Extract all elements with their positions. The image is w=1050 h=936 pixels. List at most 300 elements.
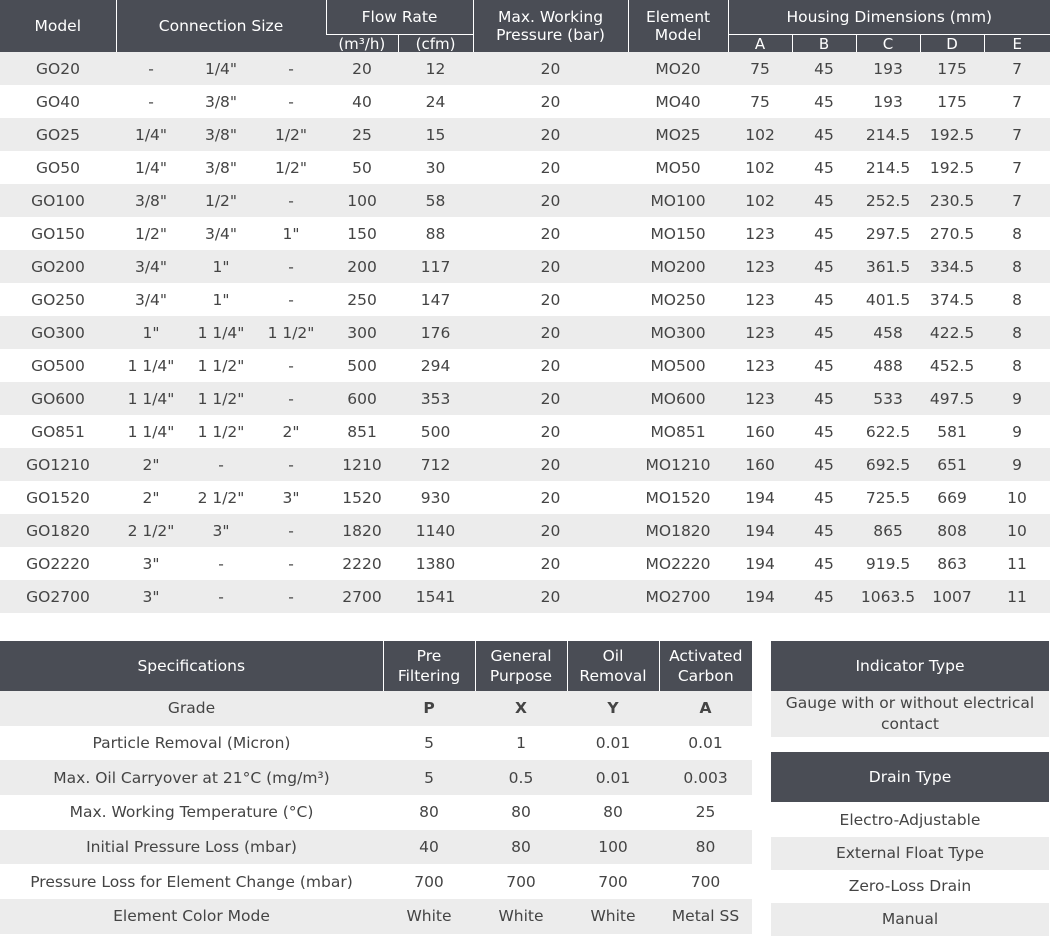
- cell-dim-c: 401.5: [865, 290, 911, 309]
- cell-element-model: MO50: [655, 158, 701, 177]
- cell-conn-3: 1/2": [274, 158, 308, 177]
- cell-dim-d: 192.5: [920, 118, 984, 151]
- cell-model: GO1520: [26, 488, 90, 507]
- cell-pressure: 20: [540, 488, 561, 507]
- cell-activated-carbon: 25: [695, 803, 716, 822]
- cell-element-model: MO20: [628, 52, 728, 85]
- cell-conn-2: 1 1/4": [186, 316, 256, 349]
- cell-general-purpose: 80: [511, 803, 531, 822]
- table-row: [0, 52, 1050, 85]
- table-row: [0, 217, 1050, 250]
- cell-flow-m3h: 250: [347, 290, 377, 309]
- cell-pressure: 20: [540, 158, 561, 177]
- drain-type-title: Drain Type: [771, 752, 1049, 802]
- cell-pressure: 20: [473, 250, 628, 283]
- cell-dim-d: 422.5: [920, 316, 984, 349]
- cell-conn-2: 1": [212, 290, 230, 309]
- cell-dim-a: 102: [728, 184, 792, 217]
- cell-flow-cfm: 930: [420, 488, 451, 507]
- cell-conn-1: 1/2": [134, 224, 168, 243]
- cell-spec-label: Max. Oil Carryover at 21°C (mg/m³): [0, 760, 383, 795]
- cell-dim-b: 45: [814, 290, 834, 309]
- cell-flow-cfm: 147: [420, 290, 451, 309]
- cell-dim-e: 10: [1007, 488, 1027, 507]
- cell-conn-1: 2": [142, 488, 160, 507]
- cell-conn-3: -: [256, 448, 326, 481]
- cell-dim-e: 8: [1012, 356, 1022, 375]
- cell-dim-e: 7: [984, 184, 1050, 217]
- table-row: [0, 580, 1050, 613]
- cell-activated-carbon: 0.003: [659, 760, 752, 795]
- cell-dim-c: 488: [873, 356, 903, 375]
- header-flow-unit-m3h: (m³/h): [326, 35, 398, 53]
- cell-element-model: MO600: [628, 382, 728, 415]
- cell-conn-2: 1": [186, 250, 256, 283]
- cell-flow-cfm: 12: [398, 52, 473, 85]
- cell-dim-a: 123: [745, 224, 775, 243]
- cell-dim-d: 808: [920, 514, 984, 547]
- cell-dim-e: 8: [984, 250, 1050, 283]
- cell-flow-cfm: 30: [425, 158, 446, 177]
- cell-pressure: 20: [540, 356, 561, 375]
- cell-dim-d: 452.5: [929, 356, 975, 375]
- cell-conn-1: 1 1/4": [116, 382, 186, 415]
- cell-pressure: 20: [473, 118, 628, 151]
- spec-header-general-purpose: General Purpose: [475, 641, 567, 691]
- cell-flow-cfm: 58: [398, 184, 473, 217]
- cell-model: GO2700: [0, 580, 116, 613]
- header-model: Model: [0, 0, 116, 52]
- cell-dim-c: 692.5: [856, 448, 920, 481]
- cell-pressure: 20: [473, 184, 628, 217]
- cell-dim-c: 193: [856, 52, 920, 85]
- cell-flow-cfm: 500: [420, 422, 451, 441]
- cell-conn-3: -: [288, 92, 294, 111]
- drain-type-item: Electro-Adjustable: [771, 804, 1049, 837]
- cell-dim-d: 334.5: [920, 250, 984, 283]
- cell-model: GO50: [36, 158, 80, 177]
- cell-conn-1: 1/4": [116, 118, 186, 151]
- cell-flow-m3h: 200: [326, 250, 398, 283]
- cell-activated-carbon: 700: [690, 872, 721, 891]
- cell-conn-3: 1/2": [256, 118, 326, 151]
- cell-conn-1: 2 1/2": [116, 514, 186, 547]
- table-row: [0, 448, 1050, 481]
- cell-dim-b: 45: [792, 382, 856, 415]
- cell-conn-1: 2": [116, 448, 186, 481]
- cell-element-model: MO1210: [628, 448, 728, 481]
- cell-conn-1: -: [116, 52, 186, 85]
- cell-dim-c: 252.5: [856, 184, 920, 217]
- cell-dim-a: 123: [728, 250, 792, 283]
- cell-flow-m3h: 1820: [326, 514, 398, 547]
- cell-conn-2: 1/4": [186, 52, 256, 85]
- cell-conn-3: -: [256, 382, 326, 415]
- cell-dim-c: 458: [856, 316, 920, 349]
- cell-pressure: 20: [540, 92, 561, 111]
- cell-pressure: 20: [540, 290, 561, 309]
- header-flow-rate: Flow Rate: [326, 0, 473, 35]
- cell-dim-b: 45: [814, 92, 834, 111]
- cell-pressure: 20: [540, 224, 561, 243]
- cell-conn-2: 1 1/2": [197, 356, 245, 375]
- cell-conn-1: 3/4": [134, 290, 168, 309]
- cell-conn-3: -: [288, 290, 294, 309]
- specifications-table: [0, 641, 752, 934]
- cell-dim-c: 214.5: [865, 158, 911, 177]
- cell-general-purpose: 1: [516, 734, 526, 753]
- cell-dim-c: 297.5: [865, 224, 911, 243]
- cell-model: GO300: [0, 316, 116, 349]
- cell-dim-e: 9: [1012, 422, 1022, 441]
- cell-flow-m3h: 50: [352, 158, 372, 177]
- cell-conn-3: -: [288, 554, 294, 573]
- cell-flow-cfm: 1541: [398, 580, 473, 613]
- cell-spec-label: Particle Removal (Micron): [92, 734, 291, 753]
- cell-pre-filtering: White: [383, 899, 475, 934]
- cell-dim-e: 9: [984, 382, 1050, 415]
- cell-conn-2: 3/8": [186, 118, 256, 151]
- cell-dim-c: 865: [856, 514, 920, 547]
- header-flow-unit-cfm: (cfm): [398, 35, 473, 53]
- cell-conn-1: 3": [116, 580, 186, 613]
- header-dim-a: A: [728, 35, 792, 53]
- cell-oil-removal: 0.01: [567, 760, 659, 795]
- cell-conn-3: 3": [282, 488, 300, 507]
- cell-conn-2: 1/2": [186, 184, 256, 217]
- cell-general-purpose: 700: [506, 872, 536, 891]
- cell-model: GO600: [0, 382, 116, 415]
- header-element-model: Element Model: [628, 0, 728, 52]
- cell-flow-m3h: 1210: [326, 448, 398, 481]
- cell-element-model: MO200: [628, 250, 728, 283]
- cell-dim-b: 45: [814, 224, 834, 243]
- spec-row: [0, 795, 752, 830]
- cell-dim-e: 8: [1012, 224, 1022, 243]
- cell-conn-1: 3/8": [116, 184, 186, 217]
- cell-oil-removal: 700: [598, 872, 628, 891]
- cell-element-model: MO2700: [628, 580, 728, 613]
- cell-dim-c: 622.5: [865, 422, 911, 441]
- spec-header-pre-filtering: Pre Filtering: [383, 641, 475, 691]
- cell-conn-3: -: [256, 514, 326, 547]
- cell-dim-a: 102: [728, 118, 792, 151]
- cell-flow-cfm: 88: [425, 224, 446, 243]
- spec-header-activated-carbon: Activated Carbon: [659, 641, 752, 691]
- cell-flow-m3h: 300: [326, 316, 398, 349]
- table-row: [0, 349, 1050, 382]
- cell-activated-carbon: 80: [659, 830, 752, 865]
- spec-header-oil-removal: Oil Removal: [567, 641, 659, 691]
- cell-element-model: MO500: [650, 356, 706, 375]
- cell-pressure: 20: [473, 448, 628, 481]
- cell-spec-label: Initial Pressure Loss (mbar): [0, 830, 383, 865]
- cell-dim-b: 45: [792, 184, 856, 217]
- cell-dim-b: 45: [792, 118, 856, 151]
- cell-flow-m3h: 2700: [326, 580, 398, 613]
- cell-dim-b: 45: [792, 580, 856, 613]
- cell-model: GO25: [0, 118, 116, 151]
- cell-model: GO250: [31, 290, 85, 309]
- cell-dim-d: 175: [920, 52, 984, 85]
- cell-pressure: 20: [473, 382, 628, 415]
- cell-dim-d: 669: [937, 488, 967, 507]
- cell-dim-b: 45: [814, 488, 834, 507]
- cell-dim-a: 194: [728, 580, 792, 613]
- table-row: [0, 547, 1050, 580]
- specifications-body: [0, 691, 752, 934]
- cell-dim-b: 45: [792, 514, 856, 547]
- table-row: [0, 184, 1050, 217]
- cell-conn-2: 3/8": [204, 92, 238, 111]
- drain-type-item: External Float Type: [771, 837, 1049, 870]
- cell-dim-b: 45: [814, 554, 834, 573]
- cell-flow-m3h: 100: [326, 184, 398, 217]
- cell-dim-b: 45: [792, 52, 856, 85]
- cell-pre-filtering: 5: [424, 734, 434, 753]
- drain-type-panel: [771, 752, 1049, 936]
- cell-conn-3: -: [256, 52, 326, 85]
- cell-conn-2: 1 1/2": [186, 382, 256, 415]
- cell-dim-c: 919.5: [865, 554, 911, 573]
- cell-general-purpose: 0.5: [475, 760, 567, 795]
- table-row: [0, 481, 1050, 514]
- indicator-type-value: Gauge with or without electrical contact: [771, 691, 1049, 737]
- cell-dim-c: 214.5: [856, 118, 920, 151]
- cell-conn-1: 3/4": [116, 250, 186, 283]
- table-row: [0, 85, 1050, 118]
- cell-dim-e: 7: [1012, 158, 1022, 177]
- cell-flow-cfm: 353: [398, 382, 473, 415]
- header-connection-size: Connection Size: [116, 0, 326, 52]
- cell-dim-e: 11: [1007, 554, 1027, 573]
- cell-oil-removal: White: [567, 899, 659, 934]
- table-row: [0, 151, 1050, 184]
- cell-model: GO20: [0, 52, 116, 85]
- table-row: [0, 316, 1050, 349]
- cell-oil-removal: 80: [603, 803, 623, 822]
- spec-header-specifications: Specifications: [0, 641, 383, 691]
- header-max-working-pressure: Max. Working Pressure (bar): [473, 0, 628, 52]
- cell-conn-1: 1/4": [134, 158, 168, 177]
- cell-spec-label: Pressure Loss for Element Change (mbar): [30, 872, 353, 891]
- cell-dim-a: 194: [728, 514, 792, 547]
- cell-dim-a: 123: [728, 316, 792, 349]
- cell-conn-1: 3": [142, 554, 160, 573]
- cell-dim-d: 497.5: [920, 382, 984, 415]
- cell-dim-e: 8: [984, 316, 1050, 349]
- cell-dim-a: 194: [745, 554, 775, 573]
- cell-dim-b: 45: [792, 250, 856, 283]
- cell-dim-a: 123: [728, 382, 792, 415]
- cell-model: GO200: [0, 250, 116, 283]
- cell-pre-filtering: 700: [414, 872, 444, 891]
- cell-dim-a: 160: [728, 448, 792, 481]
- cell-flow-m3h: 20: [326, 52, 398, 85]
- cell-element-model: MO1520: [645, 488, 711, 507]
- cell-flow-m3h: 150: [347, 224, 377, 243]
- spec-row: [0, 760, 752, 795]
- cell-flow-cfm: 176: [398, 316, 473, 349]
- cell-model: GO100: [0, 184, 116, 217]
- header-housing-dimensions: Housing Dimensions (mm): [728, 0, 1050, 35]
- cell-dim-b: 45: [792, 316, 856, 349]
- cell-conn-3: 2": [282, 422, 300, 441]
- cell-dim-a: 123: [745, 290, 775, 309]
- cell-model: GO2220: [26, 554, 90, 573]
- cell-conn-2: -: [186, 448, 256, 481]
- cell-flow-m3h: 500: [347, 356, 377, 375]
- cell-dim-a: 160: [745, 422, 775, 441]
- spec-row: [0, 830, 752, 865]
- cell-element-model: MO250: [650, 290, 706, 309]
- cell-dim-c: 193: [873, 92, 903, 111]
- spec-row: [0, 726, 752, 761]
- cell-conn-2: -: [186, 580, 256, 613]
- table-row: [0, 250, 1050, 283]
- cell-flow-m3h: 1520: [342, 488, 382, 507]
- cell-model: GO851: [31, 422, 85, 441]
- cell-dim-d: 1007: [920, 580, 984, 613]
- cell-flow-m3h: 600: [326, 382, 398, 415]
- cell-pressure: 20: [473, 316, 628, 349]
- cell-flow-cfm: 117: [398, 250, 473, 283]
- cell-conn-3: -: [288, 356, 294, 375]
- cell-conn-3: -: [256, 184, 326, 217]
- cell-dim-d: 651: [920, 448, 984, 481]
- cell-conn-1: -: [148, 92, 154, 111]
- cell-dim-a: 123: [745, 356, 775, 375]
- cell-oil-removal: Y: [567, 691, 659, 726]
- cell-conn-2: 3/4": [204, 224, 238, 243]
- cell-dim-b: 45: [814, 158, 834, 177]
- cell-general-purpose: X: [475, 691, 567, 726]
- cell-spec-label: Grade: [0, 691, 383, 726]
- drain-type-item: Zero-Loss Drain: [771, 870, 1049, 903]
- drain-type-list: [771, 804, 1049, 936]
- table-row: [0, 283, 1050, 316]
- cell-dim-a: 194: [745, 488, 775, 507]
- cell-dim-d: 374.5: [929, 290, 975, 309]
- cell-pressure: 20: [473, 52, 628, 85]
- cell-conn-2: 1 1/2": [197, 422, 245, 441]
- cell-flow-cfm: 15: [398, 118, 473, 151]
- table-row: [0, 382, 1050, 415]
- cell-dim-b: 45: [814, 422, 834, 441]
- cell-dim-a: 102: [745, 158, 775, 177]
- cell-dim-e: 7: [1012, 92, 1022, 111]
- cell-dim-b: 45: [792, 448, 856, 481]
- cell-flow-m3h: 851: [347, 422, 377, 441]
- header-dim-d: D: [920, 35, 984, 53]
- cell-element-model: MO300: [628, 316, 728, 349]
- cell-conn-3: -: [256, 250, 326, 283]
- cell-activated-carbon: Metal SS: [659, 899, 752, 934]
- cell-conn-1: 1 1/4": [127, 422, 175, 441]
- cell-dim-c: 533: [856, 382, 920, 415]
- header-dim-e: E: [984, 35, 1050, 53]
- cell-oil-removal: 0.01: [595, 734, 631, 753]
- cell-pre-filtering: 80: [419, 803, 439, 822]
- cell-conn-1: 1 1/4": [127, 356, 175, 375]
- cell-activated-carbon: A: [659, 691, 752, 726]
- cell-dim-d: 863: [937, 554, 967, 573]
- cell-conn-3: 1": [282, 224, 300, 243]
- cell-general-purpose: 80: [475, 830, 567, 865]
- cell-model: GO1210: [0, 448, 116, 481]
- cell-conn-2: 2 1/2": [197, 488, 245, 507]
- cell-dim-e: 7: [984, 52, 1050, 85]
- cell-element-model: MO851: [650, 422, 706, 441]
- cell-activated-carbon: 0.01: [688, 734, 723, 753]
- cell-flow-cfm: 24: [425, 92, 446, 111]
- cell-flow-m3h: 25: [326, 118, 398, 151]
- cell-model: GO40: [36, 92, 80, 111]
- cell-flow-m3h: 40: [352, 92, 372, 111]
- spec-row: [0, 864, 752, 899]
- cell-dim-c: 725.5: [865, 488, 911, 507]
- cell-spec-label: Element Color Mode: [0, 899, 383, 934]
- cell-pre-filtering: 40: [383, 830, 475, 865]
- cell-dim-d: 581: [937, 422, 967, 441]
- cell-pre-filtering: P: [383, 691, 475, 726]
- cell-dim-e: 9: [984, 448, 1050, 481]
- cell-element-model: MO150: [650, 224, 706, 243]
- cell-dim-a: 75: [750, 92, 770, 111]
- cell-element-model: MO2220: [645, 554, 711, 573]
- cell-flow-cfm: 712: [398, 448, 473, 481]
- cell-conn-1: 1": [116, 316, 186, 349]
- drain-type-item: Manual: [771, 903, 1049, 936]
- cell-element-model: MO25: [628, 118, 728, 151]
- header-dim-b: B: [792, 35, 856, 53]
- cell-pressure: 20: [540, 422, 561, 441]
- cell-flow-cfm: 294: [420, 356, 451, 375]
- cell-conn-2: -: [218, 554, 224, 573]
- cell-element-model: MO40: [655, 92, 701, 111]
- cell-dim-d: 192.5: [929, 158, 975, 177]
- cell-dim-c: 1063.5: [856, 580, 920, 613]
- indicator-type-panel: [771, 641, 1049, 737]
- table-row: [0, 415, 1050, 448]
- cell-oil-removal: 100: [567, 830, 659, 865]
- table-row: [0, 118, 1050, 151]
- cell-pressure: 20: [540, 554, 561, 573]
- cell-dim-e: 8: [1012, 290, 1022, 309]
- cell-dim-d: 175: [937, 92, 967, 111]
- table-row: [0, 514, 1050, 547]
- cell-dim-a: 75: [728, 52, 792, 85]
- cell-flow-cfm: 1380: [415, 554, 456, 573]
- cell-dim-b: 45: [814, 356, 834, 375]
- cell-dim-e: 10: [984, 514, 1050, 547]
- cell-pressure: 20: [473, 514, 628, 547]
- spec-row: [0, 691, 752, 726]
- cell-element-model: MO1820: [628, 514, 728, 547]
- cell-spec-label: Max. Working Temperature (°C): [69, 803, 314, 822]
- spec-row: [0, 899, 752, 934]
- cell-conn-3: 1 1/2": [256, 316, 326, 349]
- header-dim-c: C: [856, 35, 920, 53]
- cell-conn-2: 3": [186, 514, 256, 547]
- indicator-type-title: Indicator Type: [771, 641, 1049, 691]
- cell-conn-2: 3/8": [204, 158, 238, 177]
- cell-model: GO500: [31, 356, 85, 375]
- filter-models-body: [0, 52, 1050, 613]
- cell-model: GO150: [31, 224, 85, 243]
- cell-dim-c: 361.5: [856, 250, 920, 283]
- cell-element-model: MO100: [628, 184, 728, 217]
